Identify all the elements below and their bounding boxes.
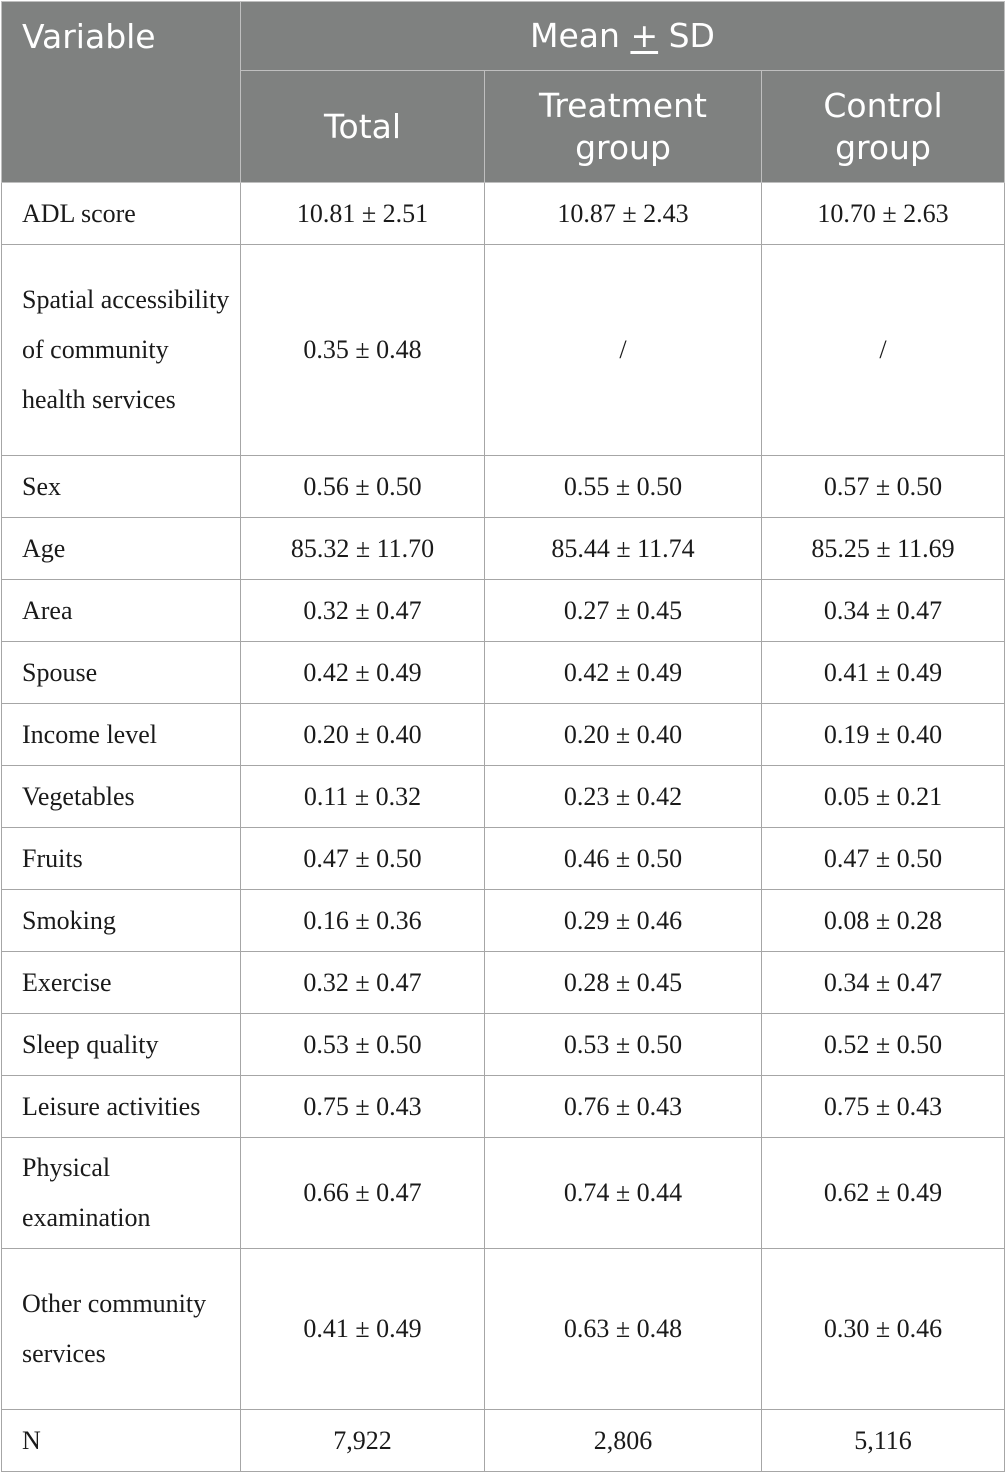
treatment-value: 0.42 ± 0.49	[485, 642, 762, 704]
treatment-value: 10.87 ± 2.43	[485, 183, 762, 245]
table-row	[2, 1076, 1005, 1138]
table-row	[2, 1410, 1005, 1472]
control-value: 5,116	[762, 1410, 1005, 1472]
control-value: 0.34 ± 0.47	[762, 580, 1005, 642]
variable-name: Other community services	[2, 1249, 241, 1410]
total-value: 85.32 ± 11.70	[241, 518, 485, 580]
treatment-value: 0.23 ± 0.42	[485, 766, 762, 828]
total-value: 0.66 ± 0.47	[241, 1138, 485, 1249]
table-row	[2, 1014, 1005, 1076]
variable-name: Spouse	[2, 642, 241, 704]
total-value: 0.11 ± 0.32	[241, 766, 485, 828]
header-treatment-group: Treatment group	[485, 71, 762, 183]
control-value: 0.52 ± 0.50	[762, 1014, 1005, 1076]
treatment-value: 0.27 ± 0.45	[485, 580, 762, 642]
total-value: 0.41 ± 0.49	[241, 1249, 485, 1410]
treatment-value: 0.20 ± 0.40	[485, 704, 762, 766]
control-value: 0.57 ± 0.50	[762, 456, 1005, 518]
treatment-value: 0.63 ± 0.48	[485, 1249, 762, 1410]
variable-name: Physical examination	[2, 1138, 241, 1249]
variable-name: Income level	[2, 704, 241, 766]
total-value: 0.32 ± 0.47	[241, 580, 485, 642]
summary-statistics-table	[1, 1, 1005, 1472]
table-row	[2, 580, 1005, 642]
table-row	[2, 1138, 1005, 1249]
table-row	[2, 642, 1005, 704]
control-value: 0.05 ± 0.21	[762, 766, 1005, 828]
control-value: 0.62 ± 0.49	[762, 1138, 1005, 1249]
table-row	[2, 828, 1005, 890]
table-row	[2, 518, 1005, 580]
control-value: 0.47 ± 0.50	[762, 828, 1005, 890]
total-value: 0.42 ± 0.49	[241, 642, 485, 704]
treatment-value: 0.76 ± 0.43	[485, 1076, 762, 1138]
table-row	[2, 890, 1005, 952]
control-value: 0.08 ± 0.28	[762, 890, 1005, 952]
variable-name: Smoking	[2, 890, 241, 952]
total-value: 0.56 ± 0.50	[241, 456, 485, 518]
control-value: 85.25 ± 11.69	[762, 518, 1005, 580]
table-row	[2, 456, 1005, 518]
total-value: 10.81 ± 2.51	[241, 183, 485, 245]
variable-name: Spatial accessibility of community health services	[2, 245, 241, 456]
control-value: 0.34 ± 0.47	[762, 952, 1005, 1014]
control-value: 0.41 ± 0.49	[762, 642, 1005, 704]
variable-name: N	[2, 1410, 241, 1472]
variable-name: Fruits	[2, 828, 241, 890]
treatment-value: 0.55 ± 0.50	[485, 456, 762, 518]
total-value: 0.47 ± 0.50	[241, 828, 485, 890]
control-value: 0.19 ± 0.40	[762, 704, 1005, 766]
table-row	[2, 245, 1005, 456]
plus-minus-symbol: +	[630, 16, 659, 55]
total-value: 0.53 ± 0.50	[241, 1014, 485, 1076]
treatment-value: 0.29 ± 0.46	[485, 890, 762, 952]
treatment-value: 0.46 ± 0.50	[485, 828, 762, 890]
treatment-value: 0.53 ± 0.50	[485, 1014, 762, 1076]
total-value: 0.16 ± 0.36	[241, 890, 485, 952]
header-mean-sd: Mean + SD	[241, 2, 1005, 71]
header-total: Total	[241, 71, 485, 183]
total-value: 0.20 ± 0.40	[241, 704, 485, 766]
variable-name: Age	[2, 518, 241, 580]
total-value: 7,922	[241, 1410, 485, 1472]
total-value: 0.35 ± 0.48	[241, 245, 485, 456]
table-row	[2, 952, 1005, 1014]
table-row	[2, 1249, 1005, 1410]
table-row	[2, 183, 1005, 245]
table-row	[2, 766, 1005, 828]
header-control-group: Control group	[762, 71, 1005, 183]
variable-name: ADL score	[2, 183, 241, 245]
treatment-value: 0.28 ± 0.45	[485, 952, 762, 1014]
table-row	[2, 704, 1005, 766]
total-value: 0.75 ± 0.43	[241, 1076, 485, 1138]
total-value: 0.32 ± 0.47	[241, 952, 485, 1014]
control-value: /	[762, 245, 1005, 456]
variable-name: Exercise	[2, 952, 241, 1014]
control-value: 0.75 ± 0.43	[762, 1076, 1005, 1138]
header-variable: Variable	[2, 2, 241, 183]
variable-name: Leisure activities	[2, 1076, 241, 1138]
treatment-value: 85.44 ± 11.74	[485, 518, 762, 580]
variable-name: Vegetables	[2, 766, 241, 828]
treatment-value: 2,806	[485, 1410, 762, 1472]
control-value: 10.70 ± 2.63	[762, 183, 1005, 245]
variable-name: Sex	[2, 456, 241, 518]
control-value: 0.30 ± 0.46	[762, 1249, 1005, 1410]
variable-name: Sleep quality	[2, 1014, 241, 1076]
treatment-value: /	[485, 245, 762, 456]
variable-name: Area	[2, 580, 241, 642]
treatment-value: 0.74 ± 0.44	[485, 1138, 762, 1249]
